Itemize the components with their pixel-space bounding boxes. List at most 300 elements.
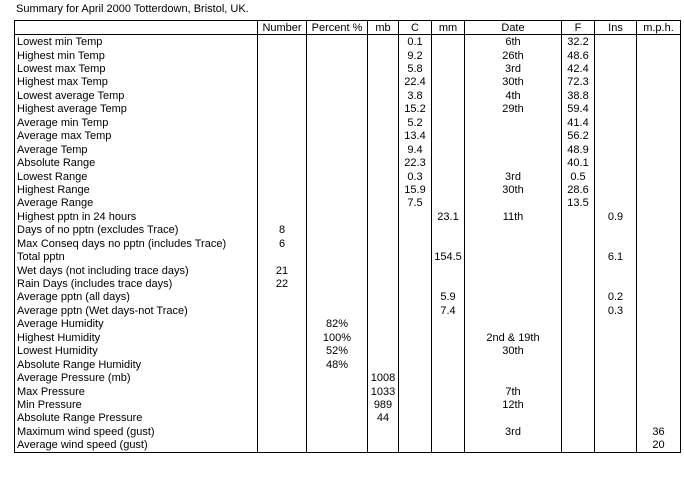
table-cell-inches-col — [595, 331, 637, 344]
table-cell-percent-col: 48% — [307, 358, 368, 371]
table-cell-inches-col — [595, 385, 637, 398]
row-label: Lowest max Temp — [15, 62, 258, 75]
table-cell-number-col — [258, 331, 307, 344]
row-label: Absolute Range Humidity — [15, 358, 258, 371]
table-cell-percent-col — [307, 385, 368, 398]
table-cell-mph-col — [637, 130, 681, 143]
table-cell-number-col — [258, 197, 307, 210]
table-cell-celsius-col: 0.3 — [399, 170, 432, 183]
table-cell-number-col: 21 — [258, 264, 307, 277]
table-cell-inches-col — [595, 264, 637, 277]
table-cell-mm-col — [432, 62, 465, 75]
table-cell-celsius-col: 5.8 — [399, 62, 432, 75]
row-label: Highest pptn in 24 hours — [15, 210, 258, 223]
table-cell-celsius-col — [399, 277, 432, 290]
table-cell-celsius-col: 15.9 — [399, 183, 432, 196]
table-cell-mb-col: 44 — [368, 412, 399, 425]
column-header-number-col: Number — [258, 21, 307, 35]
table-cell-number-col — [258, 425, 307, 438]
table-cell-celsius-col: 5.2 — [399, 116, 432, 129]
table-cell-celsius-col — [399, 291, 432, 304]
table-cell-number-col — [258, 358, 307, 371]
table-cell-date-col — [465, 237, 562, 250]
table-cell-mph-col — [637, 277, 681, 290]
table-cell-mm-col — [432, 49, 465, 62]
table-cell-celsius-col — [399, 224, 432, 237]
table-cell-celsius-col: 9.2 — [399, 49, 432, 62]
table-cell-mb-col — [368, 89, 399, 102]
table-cell-fahrenheit-col — [562, 304, 595, 317]
table-cell-number-col — [258, 304, 307, 317]
table-cell-mph-col — [637, 250, 681, 263]
table-cell-mb-col — [368, 237, 399, 250]
table-row — [15, 116, 681, 129]
table-cell-fahrenheit-col — [562, 439, 595, 453]
table-cell-mph-col — [637, 398, 681, 411]
table-cell-mph-col — [637, 143, 681, 156]
table-cell-celsius-col — [399, 304, 432, 317]
table-cell-mm-col: 154.5 — [432, 250, 465, 263]
table-cell-percent-col — [307, 156, 368, 169]
table-cell-mb-col — [368, 277, 399, 290]
column-header-inches-col: Ins — [595, 21, 637, 35]
table-cell-date-col — [465, 304, 562, 317]
table-cell-percent-col — [307, 210, 368, 223]
table-cell-mb-col — [368, 250, 399, 263]
row-label: Highest Range — [15, 183, 258, 196]
table-cell-mb-col — [368, 183, 399, 196]
table-cell-fahrenheit-col: 48.6 — [562, 49, 595, 62]
table-cell-fahrenheit-col — [562, 224, 595, 237]
table-cell-mm-col — [432, 35, 465, 49]
table-cell-fahrenheit-col — [562, 277, 595, 290]
table-cell-date-col: 4th — [465, 89, 562, 102]
table-cell-inches-col — [595, 412, 637, 425]
table-cell-inches-col — [595, 35, 637, 49]
table-cell-celsius-col — [399, 398, 432, 411]
table-cell-fahrenheit-col: 41.4 — [562, 116, 595, 129]
table-cell-mph-col — [637, 304, 681, 317]
table-row — [15, 304, 681, 317]
table-cell-number-col — [258, 156, 307, 169]
table-cell-percent-col: 52% — [307, 345, 368, 358]
table-cell-mm-col — [432, 264, 465, 277]
table-cell-number-col — [258, 371, 307, 384]
row-label: Min Pressure — [15, 398, 258, 411]
row-label: Total pptn — [15, 250, 258, 263]
table-row — [15, 250, 681, 263]
table-cell-inches-col: 0.9 — [595, 210, 637, 223]
table-cell-fahrenheit-col: 38.8 — [562, 89, 595, 102]
column-header-date-col: Date — [465, 21, 562, 35]
column-header-label-col — [15, 21, 258, 35]
table-cell-number-col — [258, 318, 307, 331]
row-label: Lowest Range — [15, 170, 258, 183]
row-label: Lowest Humidity — [15, 345, 258, 358]
table-cell-mph-col — [637, 183, 681, 196]
table-cell-mph-col — [637, 116, 681, 129]
table-row — [15, 385, 681, 398]
column-header-mm-col: mm — [432, 21, 465, 35]
table-cell-mm-col — [432, 237, 465, 250]
table-cell-mm-col — [432, 371, 465, 384]
row-label: Average wind speed (gust) — [15, 439, 258, 453]
table-cell-number-col — [258, 35, 307, 49]
table-cell-number-col — [258, 116, 307, 129]
table-cell-celsius-col — [399, 412, 432, 425]
table-cell-percent-col — [307, 425, 368, 438]
table-cell-date-col — [465, 224, 562, 237]
table-cell-celsius-col — [399, 318, 432, 331]
table-cell-mm-col — [432, 331, 465, 344]
table-cell-mb-col — [368, 62, 399, 75]
row-label: Highest min Temp — [15, 49, 258, 62]
table-cell-fahrenheit-col: 48.9 — [562, 143, 595, 156]
table-cell-percent-col — [307, 143, 368, 156]
table-cell-mm-col — [432, 116, 465, 129]
table-cell-inches-col — [595, 318, 637, 331]
table-cell-inches-col — [595, 371, 637, 384]
table-cell-percent-col — [307, 197, 368, 210]
table-cell-inches-col: 0.2 — [595, 291, 637, 304]
table-cell-date-col: 3rd — [465, 170, 562, 183]
table-row — [15, 291, 681, 304]
table-row — [15, 62, 681, 75]
table-cell-fahrenheit-col: 40.1 — [562, 156, 595, 169]
table-cell-fahrenheit-col: 32.2 — [562, 35, 595, 49]
table-row — [15, 170, 681, 183]
table-cell-number-col — [258, 250, 307, 263]
table-row — [15, 183, 681, 196]
table-cell-mph-col — [637, 62, 681, 75]
table-cell-celsius-col: 15.2 — [399, 103, 432, 116]
table-cell-inches-col — [595, 439, 637, 453]
table-cell-mph-col — [637, 237, 681, 250]
table-cell-percent-col — [307, 62, 368, 75]
table-cell-fahrenheit-col: 0.5 — [562, 170, 595, 183]
table-cell-fahrenheit-col — [562, 331, 595, 344]
table-cell-date-col: 30th — [465, 183, 562, 196]
table-cell-percent-col — [307, 264, 368, 277]
table-row — [15, 224, 681, 237]
table-cell-mph-col — [637, 318, 681, 331]
table-cell-mm-col — [432, 224, 465, 237]
table-cell-inches-col — [595, 170, 637, 183]
table-cell-fahrenheit-col: 72.3 — [562, 76, 595, 89]
row-label: Average max Temp — [15, 130, 258, 143]
table-cell-mm-col: 5.9 — [432, 291, 465, 304]
table-cell-celsius-col — [399, 210, 432, 223]
table-cell-mm-col — [432, 130, 465, 143]
table-row — [15, 197, 681, 210]
row-label: Average pptn (Wet days-not Trace) — [15, 304, 258, 317]
table-cell-percent-col — [307, 291, 368, 304]
table-cell-fahrenheit-col — [562, 264, 595, 277]
table-cell-number-col — [258, 398, 307, 411]
table-row — [15, 210, 681, 223]
table-row — [15, 425, 681, 438]
table-cell-inches-col — [595, 197, 637, 210]
table-cell-percent-col — [307, 237, 368, 250]
table-row — [15, 264, 681, 277]
table-cell-mph-col — [637, 76, 681, 89]
table-cell-mb-col — [368, 331, 399, 344]
row-label: Rain Days (includes trace days) — [15, 277, 258, 290]
table-row — [15, 345, 681, 358]
table-cell-celsius-col — [399, 385, 432, 398]
table-cell-mph-col — [637, 89, 681, 102]
table-cell-number-col — [258, 291, 307, 304]
table-cell-date-col — [465, 197, 562, 210]
column-header-percent-col: Percent % — [307, 21, 368, 35]
table-cell-date-col: 11th — [465, 210, 562, 223]
table-cell-celsius-col: 22.3 — [399, 156, 432, 169]
table-cell-mm-col — [432, 425, 465, 438]
column-header-mph-col: m.p.h. — [637, 21, 681, 35]
table-cell-percent-col — [307, 398, 368, 411]
table-cell-mph-col — [637, 345, 681, 358]
table-cell-percent-col — [307, 439, 368, 453]
table-row — [15, 412, 681, 425]
table-cell-mb-col — [368, 170, 399, 183]
row-label: Average Temp — [15, 143, 258, 156]
table-cell-date-col — [465, 250, 562, 263]
table-cell-mm-col — [432, 170, 465, 183]
table-cell-inches-col — [595, 277, 637, 290]
table-cell-date-col: 3rd — [465, 62, 562, 75]
table-cell-date-col: 30th — [465, 345, 562, 358]
table-row — [15, 143, 681, 156]
table-cell-celsius-col: 0.1 — [399, 35, 432, 49]
table-cell-number-col — [258, 143, 307, 156]
row-label: Days of no pptn (excludes Trace) — [15, 224, 258, 237]
table-cell-fahrenheit-col: 42.4 — [562, 62, 595, 75]
table-cell-percent-col — [307, 49, 368, 62]
table-row — [15, 89, 681, 102]
table-cell-celsius-col: 9.4 — [399, 143, 432, 156]
table-cell-fahrenheit-col — [562, 385, 595, 398]
table-cell-fahrenheit-col — [562, 358, 595, 371]
table-cell-inches-col — [595, 237, 637, 250]
column-header-fahrenheit-col: F — [562, 21, 595, 35]
table-cell-mm-col — [432, 398, 465, 411]
table-cell-date-col — [465, 277, 562, 290]
row-label: Max Conseq days no pptn (includes Trace) — [15, 237, 258, 250]
table-cell-mph-col — [637, 49, 681, 62]
table-cell-fahrenheit-col: 56.2 — [562, 130, 595, 143]
table-cell-mb-col — [368, 49, 399, 62]
table-cell-mph-col — [637, 224, 681, 237]
row-label: Highest max Temp — [15, 76, 258, 89]
table-cell-mm-col — [432, 143, 465, 156]
table-cell-mm-col — [432, 197, 465, 210]
table-cell-mph-col — [637, 197, 681, 210]
table-cell-date-col — [465, 358, 562, 371]
column-header-celsius-col: C — [399, 21, 432, 35]
table-cell-number-col — [258, 76, 307, 89]
table-cell-fahrenheit-col — [562, 412, 595, 425]
table-cell-date-col: 3rd — [465, 425, 562, 438]
table-cell-mb-col: 1033 — [368, 385, 399, 398]
table-cell-date-col — [465, 116, 562, 129]
table-cell-fahrenheit-col — [562, 371, 595, 384]
table-cell-percent-col — [307, 130, 368, 143]
table-row — [15, 318, 681, 331]
table-cell-mb-col — [368, 264, 399, 277]
table-cell-mb-col: 989 — [368, 398, 399, 411]
table-cell-mm-col — [432, 385, 465, 398]
table-cell-mm-col — [432, 318, 465, 331]
table-cell-celsius-col: 7.5 — [399, 197, 432, 210]
table-header-row — [15, 21, 681, 35]
row-label: Wet days (not including trace days) — [15, 264, 258, 277]
row-label: Highest average Temp — [15, 103, 258, 116]
row-label: Average min Temp — [15, 116, 258, 129]
table-cell-date-col — [465, 439, 562, 453]
table-cell-mb-col — [368, 130, 399, 143]
table-cell-mm-col — [432, 345, 465, 358]
table-cell-inches-col — [595, 62, 637, 75]
table-cell-fahrenheit-col — [562, 291, 595, 304]
table-row — [15, 103, 681, 116]
table-cell-percent-col — [307, 371, 368, 384]
table-cell-percent-col — [307, 224, 368, 237]
table-cell-fahrenheit-col: 28.6 — [562, 183, 595, 196]
table-cell-date-col — [465, 264, 562, 277]
table-row — [15, 398, 681, 411]
row-label: Average Range — [15, 197, 258, 210]
table-cell-date-col — [465, 130, 562, 143]
table-row — [15, 331, 681, 344]
table-cell-fahrenheit-col — [562, 210, 595, 223]
table-cell-fahrenheit-col — [562, 250, 595, 263]
table-cell-inches-col — [595, 183, 637, 196]
table-cell-inches-col — [595, 345, 637, 358]
table-cell-number-col: 6 — [258, 237, 307, 250]
table-cell-date-col — [465, 318, 562, 331]
table-cell-celsius-col — [399, 371, 432, 384]
table-row — [15, 156, 681, 169]
column-header-mb-col: mb — [368, 21, 399, 35]
table-cell-mb-col — [368, 425, 399, 438]
table-cell-mb-col — [368, 156, 399, 169]
row-label: Max Pressure — [15, 385, 258, 398]
table-cell-percent-col — [307, 103, 368, 116]
table-cell-date-col: 12th — [465, 398, 562, 411]
table-cell-mb-col — [368, 76, 399, 89]
row-label: Absolute Range — [15, 156, 258, 169]
table-cell-percent-col — [307, 170, 368, 183]
table-row — [15, 439, 681, 453]
table-cell-mph-col — [637, 156, 681, 169]
row-label: Average Pressure (mb) — [15, 371, 258, 384]
table-cell-celsius-col — [399, 425, 432, 438]
table-cell-inches-col — [595, 224, 637, 237]
table-cell-mm-col — [432, 156, 465, 169]
table-cell-celsius-col — [399, 439, 432, 453]
table-cell-inches-col — [595, 156, 637, 169]
table-cell-number-col: 8 — [258, 224, 307, 237]
table-cell-mph-col — [637, 35, 681, 49]
table-cell-date-col: 26th — [465, 49, 562, 62]
table-cell-number-col — [258, 385, 307, 398]
row-label: Maximum wind speed (gust) — [15, 425, 258, 438]
table-cell-mb-col — [368, 197, 399, 210]
table-cell-mb-col — [368, 345, 399, 358]
row-label: Highest Humidity — [15, 331, 258, 344]
table-cell-mph-col: 36 — [637, 425, 681, 438]
table-cell-mb-col — [368, 103, 399, 116]
table-cell-mph-col — [637, 170, 681, 183]
table-row — [15, 130, 681, 143]
table-cell-inches-col: 0.3 — [595, 304, 637, 317]
table-cell-date-col — [465, 291, 562, 304]
table-cell-percent-col — [307, 250, 368, 263]
table-cell-number-col — [258, 89, 307, 102]
summary-table — [14, 20, 681, 453]
table-row — [15, 371, 681, 384]
table-cell-inches-col — [595, 76, 637, 89]
table-cell-mm-col: 7.4 — [432, 304, 465, 317]
table-cell-number-col — [258, 103, 307, 116]
table-body — [15, 35, 681, 453]
table-cell-inches-col — [595, 425, 637, 438]
table-cell-percent-col — [307, 304, 368, 317]
table-cell-date-col — [465, 371, 562, 384]
table-cell-celsius-col: 3.8 — [399, 89, 432, 102]
table-cell-celsius-col: 13.4 — [399, 130, 432, 143]
table-cell-mm-col — [432, 358, 465, 371]
table-cell-celsius-col: 22.4 — [399, 76, 432, 89]
table-cell-date-col — [465, 412, 562, 425]
table-cell-percent-col — [307, 183, 368, 196]
table-cell-inches-col: 6.1 — [595, 250, 637, 263]
table-cell-inches-col — [595, 116, 637, 129]
table-cell-mph-col — [637, 412, 681, 425]
table-cell-mph-col — [637, 371, 681, 384]
table-cell-mb-col — [368, 210, 399, 223]
table-cell-mb-col — [368, 143, 399, 156]
table-cell-mm-col: 23.1 — [432, 210, 465, 223]
table-cell-mph-col — [637, 210, 681, 223]
table-cell-date-col — [465, 156, 562, 169]
page-title: Summary for April 2000 Totterdown, Bristol, UK. — [16, 3, 249, 15]
table-cell-date-col: 30th — [465, 76, 562, 89]
table-cell-number-col — [258, 345, 307, 358]
table-cell-celsius-col — [399, 237, 432, 250]
table-cell-mb-col — [368, 116, 399, 129]
table-cell-number-col — [258, 130, 307, 143]
table-cell-inches-col — [595, 49, 637, 62]
table-cell-mm-col — [432, 76, 465, 89]
table-cell-number-col — [258, 49, 307, 62]
table-row — [15, 358, 681, 371]
table-cell-mm-col — [432, 439, 465, 453]
table-cell-mm-col — [432, 183, 465, 196]
table-cell-percent-col — [307, 35, 368, 49]
table-cell-fahrenheit-col — [562, 318, 595, 331]
table-row — [15, 237, 681, 250]
table-cell-inches-col — [595, 103, 637, 116]
table-cell-percent-col — [307, 412, 368, 425]
row-label: Lowest min Temp — [15, 35, 258, 49]
table-cell-mph-col: 20 — [637, 439, 681, 453]
table-cell-fahrenheit-col — [562, 345, 595, 358]
table-cell-mm-col — [432, 103, 465, 116]
table-cell-percent-col: 100% — [307, 331, 368, 344]
table-cell-date-col: 2nd & 19th — [465, 331, 562, 344]
table-cell-number-col — [258, 183, 307, 196]
